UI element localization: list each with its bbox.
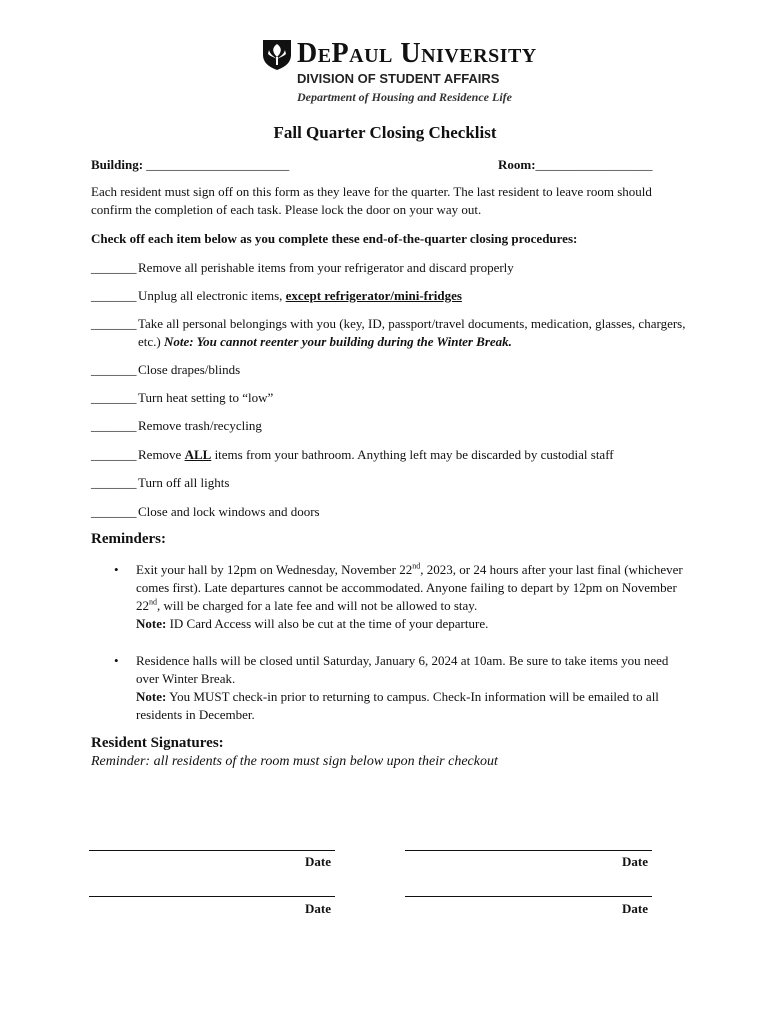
checklist-item: [91, 287, 698, 305]
signature-line[interactable]: [89, 896, 335, 897]
item-text: Close and lock windows and doors: [138, 504, 320, 519]
checklist-item: [91, 259, 698, 277]
instructions: Check off each item below as you complete these end-of-the-quarter closing procedures:: [91, 231, 578, 246]
university-name: DePaul University: [297, 38, 537, 69]
item-text: Remove all perishable items from your refrigerator and discard properly: [138, 260, 514, 275]
ordinal-suffix: nd: [412, 561, 421, 571]
bullet-icon: •: [114, 653, 119, 668]
building-blank: ______________________: [146, 157, 290, 172]
note-text: ID Card Access will also be cut at the time of your departure.: [166, 616, 489, 631]
signature-line[interactable]: [89, 850, 335, 851]
check-blank: _______: [91, 288, 137, 303]
item-text: Remove trash/recycling: [138, 418, 262, 433]
item-text: Turn heat setting to “low”: [138, 390, 274, 405]
checklist-item: [91, 361, 698, 379]
checklist-item: [91, 446, 698, 464]
item-emphasis: except refrigerator/mini-fridges: [285, 288, 462, 303]
signature-line[interactable]: [405, 896, 652, 897]
note-label: Note:: [136, 616, 167, 631]
item-text: Unplug all electronic items,: [138, 288, 286, 303]
date-label: Date: [305, 901, 331, 916]
university-logo: [261, 36, 537, 72]
bullet-icon: •: [114, 562, 119, 577]
reminder-item: [114, 652, 686, 724]
division-name: DIVISION OF STUDENT AFFAIRS: [297, 71, 500, 86]
checklist-item: [91, 417, 698, 435]
checklist-item: [91, 389, 698, 407]
item-text: items from your bathroom. Anything left may be discarded by custodial staff: [211, 447, 614, 462]
checklist-item: [91, 503, 698, 521]
item-text: Close drapes/blinds: [138, 362, 241, 377]
check-blank: _______: [91, 390, 137, 405]
date-label: Date: [622, 854, 648, 869]
signature-reminder: Reminder: all residents of the room must sign below upon their checkout: [91, 754, 498, 769]
note-text: You MUST check-in prior to returning to campus. Check-In information will be emailed to all residents in December.: [136, 689, 659, 722]
ordinal-suffix: nd: [149, 597, 157, 607]
reminders-heading: Reminders:: [91, 531, 166, 547]
check-blank: _______: [91, 316, 137, 331]
date-label: Date: [622, 901, 648, 916]
room-label: Room:: [498, 157, 536, 172]
reminder-text: , will be charged for a late fee and will not be allowed to stay.: [157, 598, 478, 613]
depaul-shield-icon: [261, 37, 293, 71]
item-emphasis: ALL: [184, 447, 212, 462]
item-note: Note: You cannot reenter your building during the Winter Break.: [163, 334, 512, 349]
reminder-text: , 2023, or 24 hours after your last final (whichever comes first). Late departures cannot be accommodated. Anyone failing to depart by 12pm on November 22: [136, 562, 683, 613]
check-blank: _______: [91, 260, 137, 275]
checklist-item: [91, 315, 698, 351]
note-label: Note:: [136, 689, 167, 704]
check-blank: _______: [91, 447, 137, 462]
building-label: Building:: [91, 157, 144, 172]
room-field: [498, 157, 653, 173]
check-blank: _______: [91, 475, 137, 490]
item-text: Turn off all lights: [138, 475, 230, 490]
checklist-item: [91, 474, 698, 492]
reminder-item: [114, 561, 686, 633]
reminder-text: Exit your hall by 12pm on Wednesday, November 22: [136, 562, 413, 577]
signatures-heading: Resident Signatures:: [91, 735, 224, 751]
page-title: Fall Quarter Closing Checklist: [273, 123, 497, 142]
department-name: Department of Housing and Residence Life: [297, 90, 512, 104]
check-blank: _______: [91, 504, 137, 519]
check-blank: _______: [91, 362, 137, 377]
building-field: [91, 157, 289, 173]
reminder-text: Residence halls will be closed until Saturday, January 6, 2024 at 10am. Be sure to take items you need over Winter Break.: [136, 653, 669, 686]
signature-line[interactable]: [405, 850, 652, 851]
check-blank: _______: [91, 418, 137, 433]
room-blank: __________________: [535, 157, 653, 172]
item-pre: Remove: [138, 447, 185, 462]
intro-paragraph: Each resident must sign off on this form as they leave for the quarter. The last resident to leave room should confirm the completion of each task. Please lock the door on your way out.: [91, 184, 652, 217]
date-label: Date: [305, 854, 331, 869]
item-text: Take all personal belongings with you (key, ID, passport/travel documents, medication, glasses, chargers, etc.): [138, 316, 686, 349]
